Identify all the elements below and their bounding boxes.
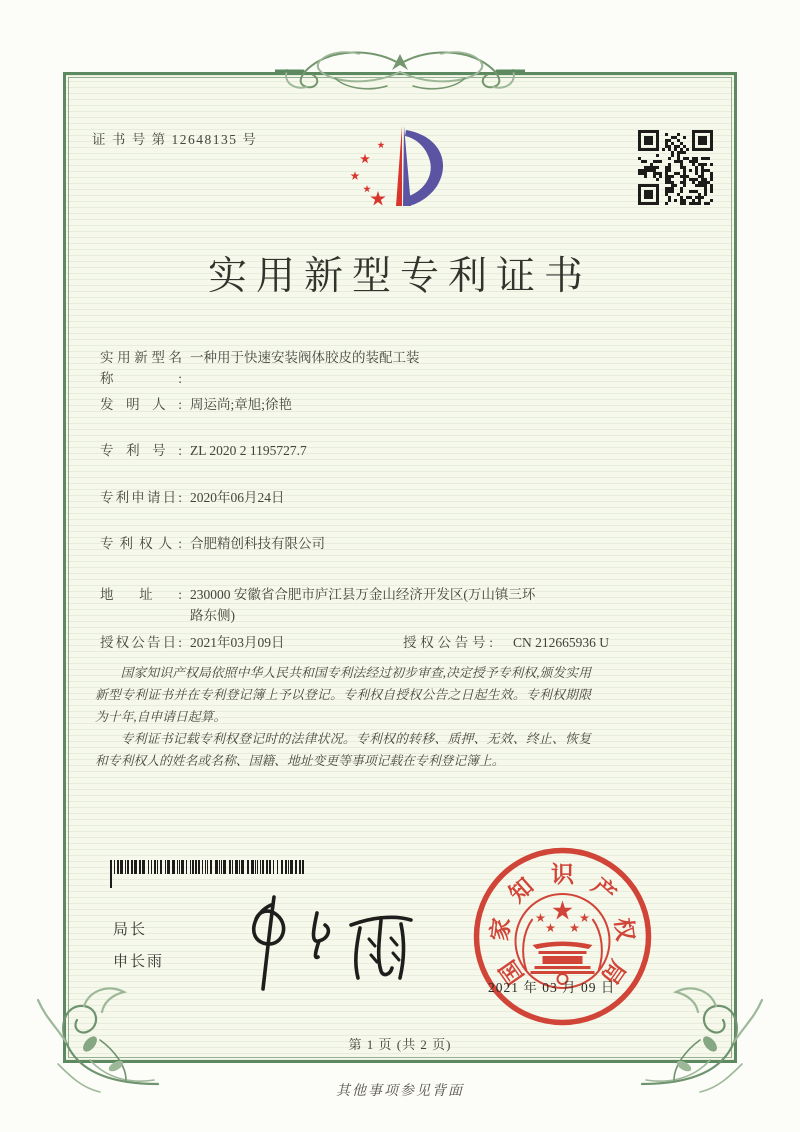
seal-date: 2021 年 03 月 09 日 — [488, 980, 616, 995]
certificate-number: 证 书 号 第 12648135 号 — [92, 132, 258, 147]
official-seal — [470, 844, 655, 1029]
svg-text:局: 局 — [596, 955, 631, 989]
grant-row — [100, 632, 700, 653]
field-label: 专利号: — [100, 443, 182, 458]
grant-number-value: CN 212665936 U — [513, 635, 610, 650]
qr-code — [638, 130, 713, 205]
field-value: 2020年06月24日 — [190, 490, 285, 505]
svg-text:知: 知 — [504, 873, 539, 908]
svg-text:识: 识 — [551, 862, 574, 887]
svg-text:产: 产 — [586, 873, 621, 908]
signer-name: 申长雨 — [113, 953, 165, 970]
field-row-patentee — [100, 533, 700, 554]
barcode — [110, 860, 308, 874]
field-label: 发明人: — [100, 397, 182, 412]
field-value: 一种用于快速安装阀体胶皮的装配工装 — [190, 350, 420, 365]
field-row-inventors — [100, 394, 700, 415]
certificate-title: 实用新型专利证书 — [207, 255, 592, 298]
field-value: 合肥精创科技有限公司 — [190, 536, 325, 551]
top-border-ornament-icon — [275, 42, 525, 100]
back-note: 其他事项参见背面 — [336, 1084, 464, 1099]
patent-office-logo-icon — [345, 112, 455, 212]
field-row-address — [100, 584, 700, 623]
svg-text:家: 家 — [487, 916, 515, 943]
svg-text:国: 国 — [494, 955, 529, 989]
grant-date-label: 授权公告日: — [100, 635, 182, 650]
grant-number-label: 授权公告号: — [403, 635, 493, 650]
field-label: 实用新型名称: — [100, 350, 182, 386]
field-value: 周运尚;章旭;徐艳 — [190, 397, 293, 412]
field-label: 地址: — [100, 587, 182, 602]
svg-text:权: 权 — [610, 916, 638, 943]
legal-paragraph: 国家知识产权局依照中华人民共和国专利法经过初步审查,决定授予专利权,颁发实用新型专利证书并在专利登记簿上予以登记。专利权自授权公告之日起生效。专利权期限为十年,自申请日起算。 — [95, 666, 591, 724]
signature-image — [235, 893, 415, 993]
field-value: 230000 安徽省合肥市庐江县万金山经济开发区(万山镇三环路东侧) — [190, 587, 536, 623]
legal-paragraph: 专利证书记载专利权登记时的法律状况。专利权的转移、质押、无效、终止、恢复和专利权人的姓名或名称、国籍、地址变更等事项记载在专利登记簿上。 — [95, 732, 591, 768]
signer-role: 局长 — [113, 921, 148, 938]
page-number: 第 1 页 (共 2 页) — [348, 1037, 452, 1052]
legal-text-block — [95, 662, 591, 772]
field-label: 专利申请日: — [100, 490, 182, 505]
field-row-patent-number — [100, 440, 700, 461]
field-row-invention-name — [100, 347, 700, 389]
field-label: 专利权人: — [100, 536, 182, 551]
grant-date-value: 2021年03月09日 — [190, 635, 285, 650]
field-value: ZL 2020 2 1195727.7 — [190, 443, 307, 458]
field-row-filing-date — [100, 487, 700, 508]
